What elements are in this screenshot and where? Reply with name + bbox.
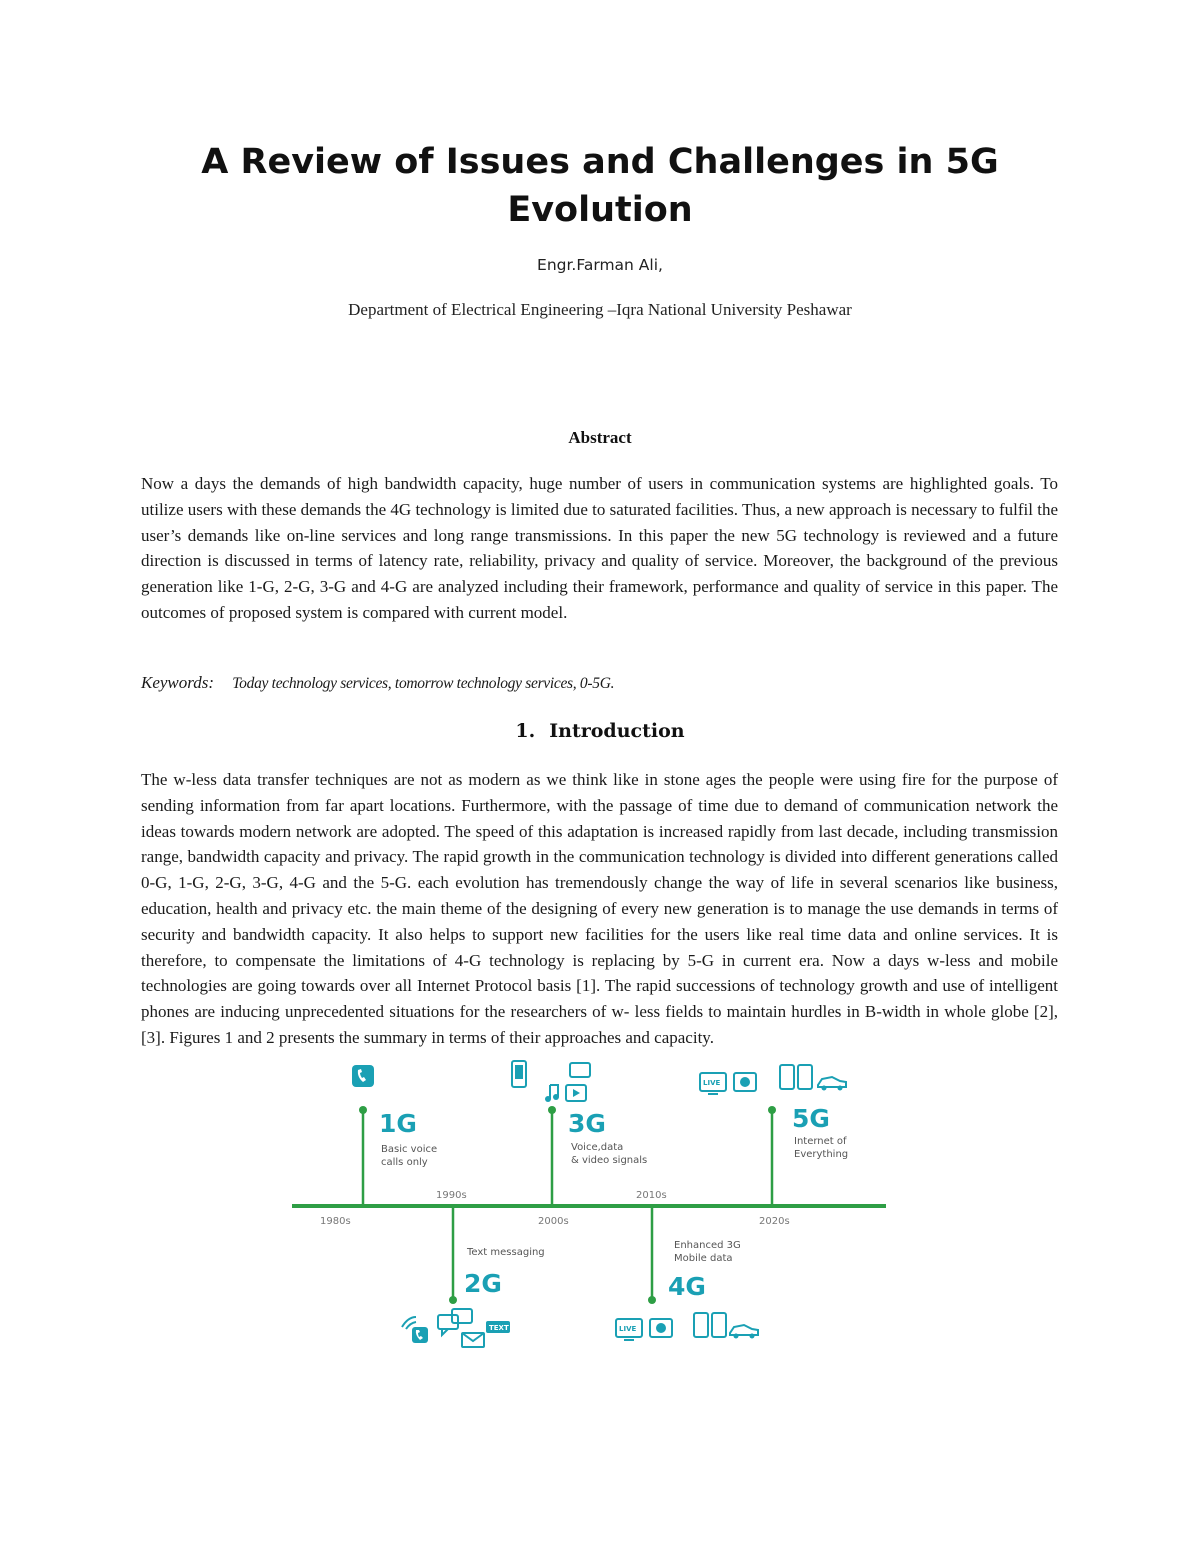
decade-label: 1990s <box>436 1190 467 1201</box>
tablet-icon <box>694 1313 726 1337</box>
generation-label-1g: 1G <box>379 1109 417 1138</box>
decade-label: 2000s <box>538 1216 569 1227</box>
generation-desc: Enhanced 3G <box>674 1240 741 1251</box>
music-note-icon <box>545 1085 559 1102</box>
generation-desc: calls only <box>381 1157 428 1168</box>
generation-label-4g: 4G <box>668 1272 706 1301</box>
play-icon <box>734 1073 756 1091</box>
introduction-text: The w-less data transfer techniques are not as modern as we think like in stone ages the people were using fire for the purpose of sending information from far apart locations. Furthermore, with the passage of time due to demand of communication network the ideas towards modern network are adopted. The speed of this adaptation is increased rapidly from last decade, including transmission range, bandwidth capacity and privacy. The rapid growth in the communication technology is divided into different generations called 0-G, 1-G, 2-G, 3-G, 4-G and the 5-G. each evolution has tremendously change the way of life in several scenarios like business, education, health and privacy etc. the main theme of the designing of every new generation is to manage the use demands in terms of security and bandwidth capacity. It also helps to support new facilities for the users like real time data and online services. It is therefore, to compensate the limitations of 4-G technology is replacing by 5-G in current era. Now a days w-less and mobile technologies are going towards over all Internet Protocol basis [1]. The rapid successions of technology growth and use of intelligent phones are inducing unprecedented situations for the researchers of w- less fields to maintain hurdles in B-width in whole globe [2], [3]. Figures 1 and 2 presents the summary in terms of their approaches and capacity. <box>141 770 1058 1047</box>
tablet-icon <box>780 1065 812 1089</box>
live-badge: LIVE <box>703 1079 721 1087</box>
section-title: Introduction <box>549 720 685 742</box>
generation-desc: Text messaging <box>467 1247 545 1258</box>
text-badge: TEXT <box>489 1324 509 1332</box>
generation-desc: & video signals <box>571 1155 648 1166</box>
mail-icon <box>462 1333 484 1347</box>
generation-label-3g: 3G <box>568 1109 606 1138</box>
play-icon <box>650 1319 672 1337</box>
generation-label-5g: 5G <box>792 1104 830 1133</box>
car-icon <box>818 1077 846 1091</box>
stem-dot-4g <box>648 1296 656 1304</box>
live-badge: LIVE <box>619 1325 637 1333</box>
live-tv-icon <box>700 1073 726 1094</box>
decade-label: 2010s <box>636 1190 667 1201</box>
stem-dot-3g <box>548 1106 556 1114</box>
paper-title: A Review of Issues and Challenges in 5G Evolution <box>201 142 999 230</box>
stem-dot-2g <box>449 1296 457 1304</box>
stem-dot-5g <box>768 1106 776 1114</box>
decade-label: 1980s <box>320 1216 351 1227</box>
abstract-heading: Abstract <box>568 428 632 447</box>
live-tv-icon <box>616 1319 642 1340</box>
abstract-text: Now a days the demands of high bandwidth capacity, huge number of users in communication systems are highlighted goals. To utilize users with these demands the 4G technology is limited due to saturated facilities. Thus, a new approach is necessary to fulfil the user’s demands like on-line services and long range transmissions. In this paper the new 5G technology is reviewed and a future direction is discussed in terms of latency rate, reliability, privacy and quality of service. Moreover, the background of the previous generation like 1-G, 2-G, 3-G and 4-G are analyzed including their framework, performance and quality of service in this paper. The outcomes of proposed system is compared with current model. <box>141 474 1058 622</box>
generations-timeline-figure <box>290 1055 890 1355</box>
keywords-line <box>141 673 1058 693</box>
play-icon <box>566 1085 586 1101</box>
generation-desc: Voice,data <box>571 1142 624 1153</box>
keywords-label: Keywords: <box>141 673 215 692</box>
section-number: 1. <box>515 720 536 742</box>
generation-desc: Internet of <box>794 1136 847 1147</box>
car-icon <box>730 1325 758 1339</box>
tablet-icon <box>570 1063 590 1077</box>
wifi-icon <box>402 1317 428 1343</box>
chat-bubbles-icon <box>438 1309 472 1335</box>
generation-desc: Mobile data <box>674 1253 733 1264</box>
decade-label: 2020s <box>759 1216 790 1227</box>
generation-label-2g: 2G <box>464 1269 502 1298</box>
section-heading-introduction <box>150 720 1050 742</box>
mobile-phone-icon <box>512 1061 526 1087</box>
text-badge-icon <box>486 1321 510 1333</box>
author-name: Engr.Farman Ali, <box>537 256 663 274</box>
generation-desc: Everything <box>794 1149 849 1160</box>
stem-dot-1g <box>359 1106 367 1114</box>
phone-icon <box>352 1065 374 1087</box>
generation-desc: Basic voice <box>381 1144 438 1155</box>
keywords-text: Today technology services, tomorrow technology services, 0-5G. <box>232 675 615 692</box>
author-affiliation: Department of Electrical Engineering –Iqra National University Peshawar <box>348 300 852 319</box>
